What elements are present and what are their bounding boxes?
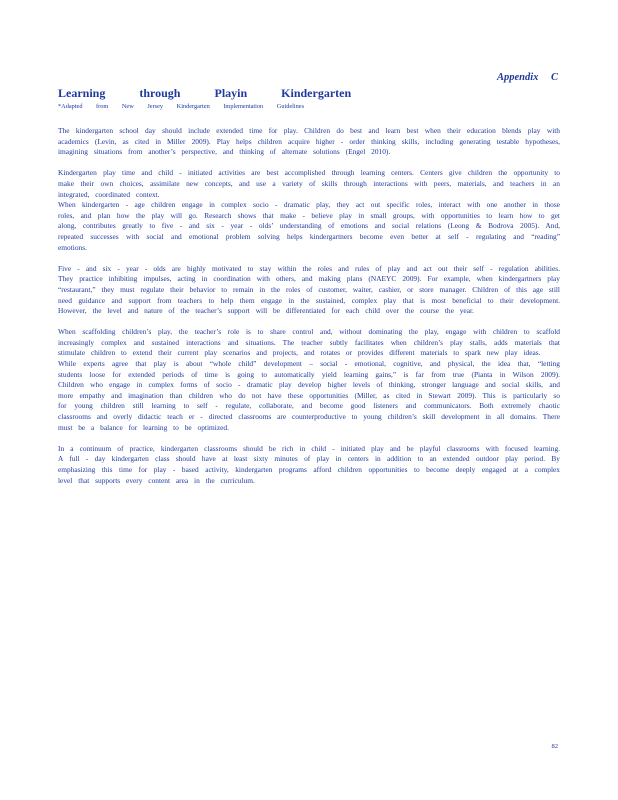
source-note: *Adapted from New Jersey Kindergarten Implementation Guidelines bbox=[58, 103, 305, 110]
paragraph-continuum: In a continuum of practice, kindergarten classrooms should be rich in child - initiated play and be playful classrooms with focused learning. A full - day kindergarten class should have at least sixty minutes of play in centers in addition to an extended outdoor play period. By emphasizing this time for play - based activity, kindergarten programs afford children opportunities to become deeply engaged at a complex level that supports every content area in the curriculum. bbox=[58, 443, 560, 485]
paragraph-self-regulation: Five - and six - year - olds are highly motivated to stay within the roles and rules of play and act out their self - regulation abilities. They practice inhibiting impulses, acting in coordination with others, and making plans (NAEYC 2009). For example, when kindergartners play “restaurant,” they must regulate their behavior to remain in the roles of customer, waiter, cashier, or store manager. Children of this age still need guidance and support from teachers to help them engage in the sustained, complex play that is most beneficial to their development. However, the level and nature of the teacher’s support will be differentiated for each child over the course the year. bbox=[58, 263, 560, 316]
page-title bbox=[58, 86, 558, 101]
paragraph-learning-centers: Kindergarten play time and child - initiated activities are best accomplished through learning centers. Centers give children the opportunity to make their own choices, assimilate new concepts, and use a variety of skills through interactions with peers, materials, and teachers in an integrated, coordinated context. bbox=[58, 168, 560, 199]
paragraph-extended-play: The kindergarten school day should include extended time for play. Children do best and learn best when their education blends play with academics (Levin, as cited in Miller 2009). Play helps children acquire higher - order thinking skills, including generating testable hypotheses, imagining situations from another’s perspective, and thinking of alternate solutions (Engel 2010). bbox=[58, 126, 560, 157]
title-word-kindergarten: Kindergarten bbox=[281, 86, 352, 100]
paragraph-socio-dramatic-play: When kindergarten - age children engage in complex socio - dramatic play, they act out specific roles, interact with one another in those roles, and plan how the play will go. Research shows that make - believe play in small groups, with opportunities to learn how to get along, contributes greatly to five - and six - year - olds’ understanding of emotions and social relations (Leong & Bodrova 2005). And, repeated successes with social and emotional problem solving helps kindergartners become even better at self - regulating and “reading” emotions. bbox=[58, 200, 560, 252]
title-word-playin: Playin bbox=[214, 86, 248, 100]
paragraph-scaffolding: When scaffolding children’s play, the teacher’s role is to share control and, without dominating the play, engage with children to scaffold increasingly complex and sustained interactions and situations. The teacher subtly facilitates when children’s play stalls, adds materials that stimulate children to extend their current play scenarios and projects, and rotates or provides different materials to spark new play ideas. bbox=[58, 327, 560, 358]
paragraph-whole-child: While experts agree that play is about “whole child” development – social - emotional, cognitive, and physical, the idea that, “letting students loose for extended periods of time is going to automatically yield learning gains,” is far from true (Pianta in Wilson 2009). Children who engage in complex forms of socio - dramatic play develop higher levels of thinking, stronger language and social skills, and more empathy and imagination than children who do not have these opportunities (Miller, as cited in Stewart 2009). This is particularly so for young children still learning to self - regulate, collaborate, and become good listeners and communicators. Both extremely chaotic classrooms and overly didactic teach er - directed classrooms are counterproductive to young children’s skill development in all domains. There must be a balance for learning to be optimized. bbox=[58, 359, 560, 432]
appendix-label: Appendix C bbox=[496, 72, 558, 83]
title-word-through: through bbox=[139, 86, 181, 100]
title-word-learning: Learning bbox=[58, 86, 106, 100]
body-text bbox=[58, 126, 560, 497]
page-number: 82 bbox=[551, 743, 558, 750]
